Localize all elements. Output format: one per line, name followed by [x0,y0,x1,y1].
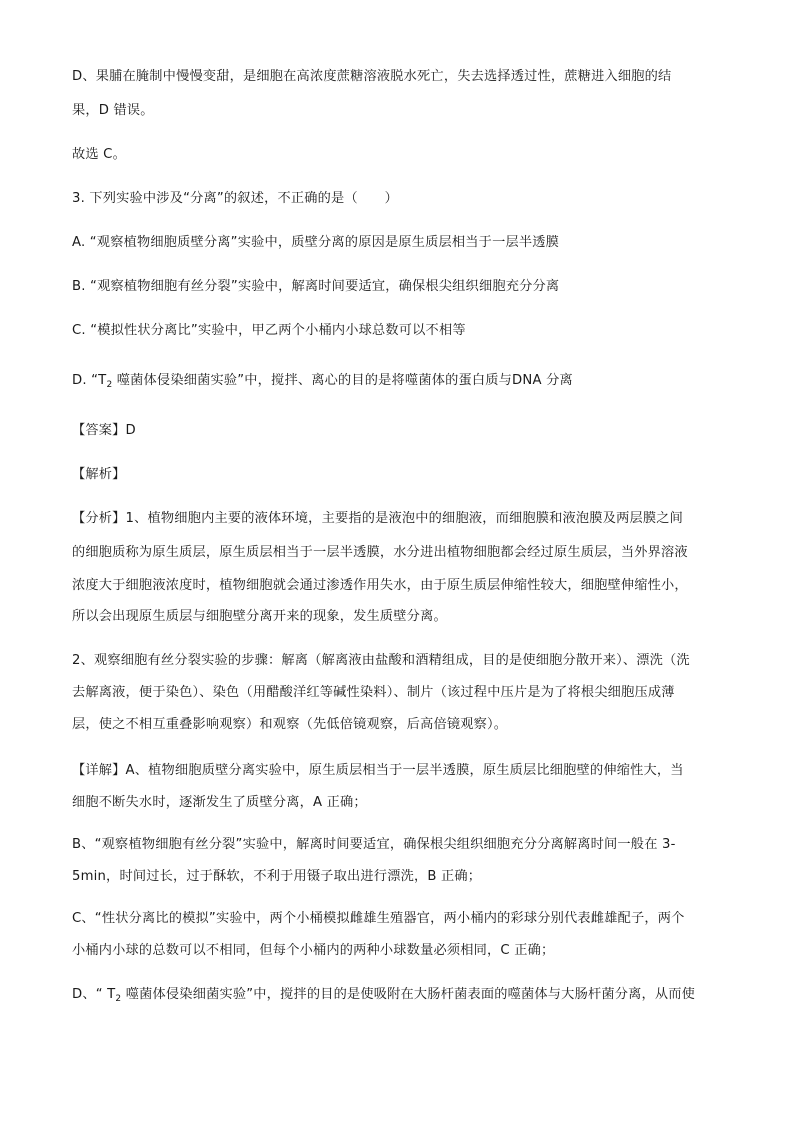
answer-label: 【答案】D [72,423,136,438]
analysis-label: 【解析】 [72,467,126,482]
option-c: C. “模拟性状分离比”实验中，甲乙两个小桶内小球总数可以不相等 [72,323,466,338]
subscript: 2 [106,380,113,390]
analysis-line: 【分析】1、植物细胞内主要的液体环境，主要指的是液泡中的细胞液，而细胞膜和液泡膜及两层膜之间 [72,511,684,526]
detail-line: 小桶内小球的总数可以不相同，但每个小桶内的两种小球数量必须相同，C 正确； [72,943,555,958]
detail-line: C、“性状分离比的模拟”实验中，两个小桶模拟雌雄生殖器官，两小桶内的彩球分别代表雌雄配子，两个 [72,911,685,926]
detail-line: 细胞不断失水时，逐渐发生了质壁分离，A 正确； [72,795,367,810]
analysis-line: 所以会出现原生质层与细胞壁分离开来的现象，发生质壁分离。 [72,609,447,624]
detail-line [72,976,724,1018]
detail-line: B、“观察植物细胞有丝分裂”实验中，解离时间要适宜，确保根尖组织细胞充分分离解离时间一般在 3- [72,837,676,852]
option-a: A. “观察植物细胞质壁分离”实验中，质壁分离的原因是原生质层相当于一层半透膜 [72,235,560,250]
option-b: B. “观察植物细胞有丝分裂”实验中，解离时间要适宜，确保根尖组织细胞充分分离 [72,279,560,294]
text-line: D、果脯在腌制中慢慢变甜，是细胞在高浓度蔗糖溶液脱水死亡，失去选择透过性，蔗糖进入细胞的结 [72,69,672,84]
detail-prefix: D、“ T [72,987,116,1002]
subscript: 2 [115,994,122,1004]
option-d-prefix: D. “T [72,373,107,388]
analysis-line: 2、观察细胞有丝分裂实验的步骤：解离（解离液由盐酸和酒精组成，目的是使细胞分散开来）、漂洗（洗 [72,653,690,668]
analysis-line: 的细胞质称为原生质层，原生质层相当于一层半透膜，水分进出植物细胞都会经过原生质层，当外界溶液 [72,545,688,560]
detail-text: 噬菌体侵染细菌实验”中，搅拌的目的是使吸附在大肠杆菌表面的噬菌体与大肠杆菌分离，从而使 [121,987,696,1002]
option-d [72,362,724,404]
question-stem: 3. 下列实验中涉及“分离”的叙述，不正确的是（ ） [72,191,398,206]
analysis-line: 层，使之不相互重叠影响观察）和观察（先低倍镜观察，后高倍镜观察）。 [72,717,508,732]
analysis-line: 去解离液，便于染色）、染色（用醋酸洋红等碱性染料）、制片（该过程中压片是为了将根尖细胞压成薄 [72,685,675,700]
detail-line: 【详解】A、植物细胞质壁分离实验中，原生质层相当于一层半透膜，原生质层比细胞壁的伸缩性大，当 [72,763,684,778]
analysis-line: 浓度大于细胞液浓度时，植物细胞就会通过渗透作用失水，由于原生质层伸缩性较大，细胞壁伸缩性小， [72,578,688,593]
text-line: 果，D 错误。 [72,103,154,118]
option-d-text: 噬菌体侵染细菌实验”中，搅拌、离心的目的是将噬菌体的蛋白质与DNA 分离 [112,373,573,388]
text-line: 故选 C。 [72,147,126,162]
detail-line: 5min，时间过长，过于酥软，不利于用镊子取出进行漂洗，B 正确； [72,869,482,884]
